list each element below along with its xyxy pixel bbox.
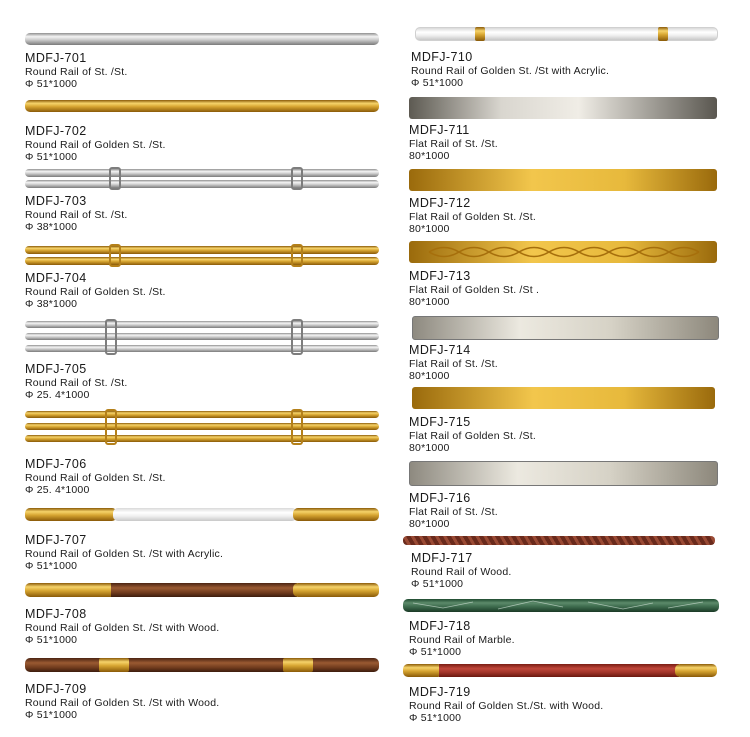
product-dimension: 80*1000 [409, 223, 450, 235]
rail-image-709 [25, 658, 379, 672]
product-code: MDFJ-705 [25, 362, 87, 376]
product-description: Round Rail of Golden St. /St. [25, 285, 166, 298]
caption-715 [409, 416, 536, 454]
marble-veins-icon [403, 599, 719, 612]
caption-710 [411, 51, 609, 89]
rail-image-703 [25, 169, 379, 189]
product-dimension: 80*1000 [409, 296, 450, 308]
caption-716 [409, 492, 498, 530]
rail-image-712 [409, 169, 717, 191]
caption-711 [409, 124, 498, 162]
product-description: Round Rail of Marble. [409, 633, 515, 646]
product-dimension: Φ 25. 4*1000 [25, 484, 90, 496]
caption-707 [25, 534, 223, 572]
caption-708 [25, 608, 219, 646]
caption-709 [25, 683, 219, 721]
product-dimension: 80*1000 [409, 370, 450, 382]
rail-image-707 [25, 508, 379, 521]
caption-705 [25, 363, 127, 401]
product-description: Round Rail of Golden St. /St with Wood. [25, 696, 220, 709]
product-dimension: Φ 38*1000 [25, 221, 78, 233]
rail-image-704 [25, 246, 379, 266]
product-code: MDFJ-717 [411, 551, 473, 565]
product-description: Flat Rail of St. /St. [409, 505, 498, 518]
rail-image-702 [25, 100, 379, 112]
caption-706 [25, 458, 166, 496]
product-code: MDFJ-714 [409, 343, 471, 357]
product-code: MDFJ-702 [25, 124, 87, 138]
caption-701 [25, 52, 127, 90]
caption-713 [409, 270, 539, 308]
chain-pattern-icon [409, 241, 717, 263]
rail-image-706 [25, 411, 379, 444]
rail-image-705 [25, 321, 379, 354]
product-dimension: 80*1000 [409, 150, 450, 162]
rail-image-716 [409, 461, 716, 484]
product-description: Flat Rail of Golden St. /St. [409, 210, 536, 223]
product-dimension: Φ 51*1000 [25, 78, 78, 90]
product-code: MDFJ-707 [25, 533, 87, 547]
product-description: Flat Rail of St. /St. [409, 137, 498, 150]
product-dimension: Φ 51*1000 [411, 77, 464, 89]
product-dimension: Φ 51*1000 [25, 709, 78, 721]
product-description: Flat Rail of Golden St. /St. [409, 429, 536, 442]
product-code: MDFJ-703 [25, 194, 87, 208]
product-description: Round Rail of Golden St. /St with Wood. [25, 621, 220, 634]
product-code: MDFJ-704 [25, 271, 87, 285]
product-code: MDFJ-710 [411, 50, 473, 64]
product-description: Round Rail of Golden St. /St. [25, 471, 166, 484]
product-code: MDFJ-715 [409, 415, 471, 429]
product-dimension: Φ 51*1000 [25, 560, 78, 572]
product-code: MDFJ-712 [409, 196, 471, 210]
product-code: MDFJ-708 [25, 607, 87, 621]
rail-image-711 [409, 97, 717, 119]
rail-image-718 [403, 599, 719, 612]
caption-718 [409, 620, 515, 658]
product-code: MDFJ-701 [25, 51, 87, 65]
product-dimension: 80*1000 [409, 442, 450, 454]
product-code: MDFJ-706 [25, 457, 87, 471]
product-dimension: Φ 51*1000 [25, 634, 78, 646]
rail-image-701 [25, 33, 379, 45]
rail-image-713 [409, 241, 717, 263]
caption-717 [411, 552, 512, 590]
product-description: Flat Rail of St. /St. [409, 357, 498, 370]
product-dimension: Φ 51*1000 [409, 646, 462, 658]
product-description: Round Rail of Golden St. /St with Acrylic. [25, 547, 224, 560]
product-description: Round Rail of St. /St. [25, 208, 128, 221]
rail-image-715 [412, 387, 715, 409]
caption-704 [25, 272, 166, 310]
product-description: Round Rail of St. /St. [25, 65, 128, 78]
product-description: Round Rail of Golden St. /St with Acrylic. [411, 64, 610, 77]
caption-714 [409, 344, 498, 382]
rail-image-719 [403, 664, 717, 677]
caption-703 [25, 195, 127, 233]
product-code: MDFJ-719 [409, 685, 471, 699]
product-dimension: Φ 51*1000 [409, 712, 462, 724]
product-code: MDFJ-716 [409, 491, 471, 505]
rail-image-708 [25, 583, 379, 597]
product-dimension: Φ 38*1000 [25, 298, 78, 310]
product-code: MDFJ-713 [409, 269, 471, 283]
caption-712 [409, 197, 536, 235]
product-dimension: Φ 51*1000 [25, 151, 78, 163]
product-dimension: 80*1000 [409, 518, 450, 530]
product-dimension: Φ 51*1000 [411, 578, 464, 590]
product-description: Round Rail of St. /St. [25, 376, 128, 389]
product-dimension: Φ 25. 4*1000 [25, 389, 90, 401]
product-code: MDFJ-718 [409, 619, 471, 633]
product-description: Round Rail of Golden St. /St. [25, 138, 166, 151]
product-description: Round Rail of Golden St./St. with Wood. [409, 699, 604, 712]
product-code: MDFJ-709 [25, 682, 87, 696]
rail-image-717 [403, 536, 715, 545]
caption-702 [25, 125, 166, 163]
product-description: Flat Rail of Golden St. /St . [409, 283, 540, 296]
product-description: Round Rail of Wood. [411, 565, 512, 578]
product-code: MDFJ-711 [409, 123, 470, 137]
caption-719 [409, 686, 603, 724]
rail-image-714 [412, 316, 717, 338]
rail-image-710 [415, 27, 718, 41]
